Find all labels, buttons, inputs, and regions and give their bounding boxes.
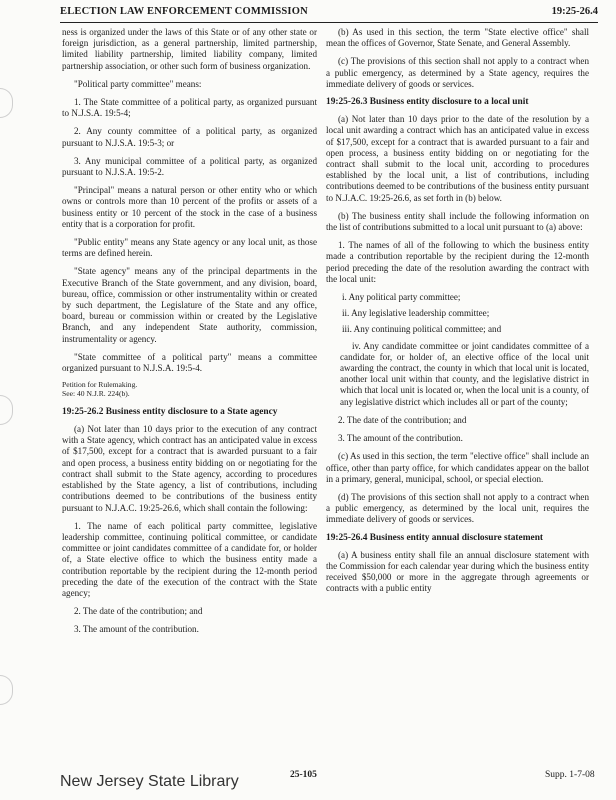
paragraph: (a) A business entity shall file an annual disclosure statement with the Commission for each calendar year during which the business entity received $50,000 or more in the aggregate through agreements or contracts with a public entity [326,549,589,594]
paragraph: (b) As used in this section, the term "State elective office" shall mean the offices of Governor, State Senate, and General Assembly. [326,27,589,49]
library-watermark: New Jersey State Library [60,773,239,790]
list-item: 3. Any municipal committee of a political party, as organized pursuant to N.J.S.A. 19:5-2. [62,155,317,178]
list-item: 1. The name of each political party committee, legislative leadership committee, continuing political committee, or candidate committee or joint candidates committee of a candidate for, or holder of, a State elective office to which the business entity made a contribution reportable by the recipient during the 12-month period preceding the date of the execution of the contract with the State agency; [62,520,317,598]
paragraph: (a) Not later than 10 days prior to the date of the resolution by a local unit awarding a contract which has an anticipated value in excess of $17,500, except for a contract that is awarded pursuant to a fair and open process, a business entity bidding on or negotiating for the contract shall submit to the local unit, according to procedures established by the local unit, a list of contributions, including contributions deemed to be contributions of the business entity pursuant to N.J.A.C. 19:25-26.6, as set forth in (b) below. [326,114,589,203]
see-note: See: 40 N.J.R. 224(b). [62,389,130,399]
paragraph: (a) Not later than 10 days prior to the execution of any contract with a State agency, which contract has an anticipated value in excess of $17,500, except for a contract that is awarded pursuant to a fair and open process, a business entity bidding on or negotiating for the contract shall submit to the State agency, according to procedures established by the State agency, a list of contributions, including contributions deemed to be contributions of the business entity pursuant to N.J.A.C. 19:25-26.6, which shall contain the following: [62,424,317,513]
definition: "State agency" means any of the principal departments in the Executive Branch of the State government, and any division, board, bureau, office, commission or other instrumentality within or created by such department, the Legislature of the State and any office, board, bureau or commission within or created by the Legislative Branch, and any independent State authority, commission, instrumentality or agency. [62,266,317,344]
section-heading: 19:25-26.4 Business entity annual disclosure statement [326,532,544,543]
section-heading: 19:25-26.2 Business entity disclosure to a State agency [62,406,278,417]
list-item: 3. The amount of the contribution. [338,433,463,444]
definition-intro: "Political party committee" means: [74,78,202,89]
definition: "State committee of a political party" means a committee organized pursuant to N.J.S.A. 19:5-4. [62,351,317,374]
sub-item: i. Any political party committee; [342,292,461,303]
punch-hole-mark [0,88,13,118]
left-column [62,27,317,643]
list-item: 2. Any county committee of a political party, as organized pursuant to N.J.S.A. 19:5-3; or [62,126,317,148]
source-note [62,381,317,399]
sub-item: iv. Any candidate committee or joint candidates committee of a candidate for, or holder of, an elective office of the local unit awarding the contract, the county in which that local unit is located, another local unit within that county, and the legislative district in which that local unit is located or, when the local unit is a county, of any legislative district which includes all or part of the county; [340,340,589,407]
petition-note: Petition for Rulemaking. [62,380,138,390]
punch-hole-mark [0,395,13,425]
list-item: 2. The date of the contribution; and [74,606,203,617]
punch-hole-mark [0,675,13,705]
paragraph: (d) The provisions of this section shall not apply to a contract when a public emergency, as determined by the local unit, requires the immediate delivery of goods or services. [326,491,589,525]
section-heading: 19:25-26.3 Business entity disclosure to a local unit [326,97,529,108]
header-title: ELECTION LAW ENFORCEMENT COMMISSION [60,6,308,17]
sub-item: iii. Any continuing political committee; and [342,324,502,335]
sub-item: ii. Any legislative leadership committee; [342,308,490,319]
paragraph: ness is organized under the laws of this State or of any other state or foreign jurisdiction, as a general partnership, limited partnership, limited liability partnership, limited liability company, limited partnership association, or other such form of business organization. [62,27,317,71]
list-item: 1. The names of all of the following to which the business entity made a contribution reportable by the recipient during the 12-month period preceding the date of the resolution awarding the contract with the local unit: [326,240,589,284]
definition: "Principal" means a natural person or other entity who or which owns or controls more than 10 percent of the profits or assets of a business entity or 10 percent of the stock in the case of a business entity that is a corporation for profit. [62,185,317,229]
page-number: 25-105 [290,770,317,780]
paragraph: (c) As used in this section, the term "elective office" shall include an office, other than party office, for which candidates appear on the ballot in a primary, general, municipal, school, or special election. [326,451,589,484]
supplement-date: Supp. 1-7-08 [545,770,595,780]
list-item: 3. The amount of the contribution. [74,624,199,635]
paragraph: (c) The provisions of this section shall not apply to a contract when a public emergency, as determined by a State agency, requires the immediate delivery of goods or services. [326,56,589,89]
list-item: 1. The State committee of a political party, as organized pursuant to N.J.S.A. 19:5-4; [62,97,317,119]
paragraph: (b) The business entity shall include the following information on the list of contributions submitted to a local unit pursuant to (a) above: [326,210,589,233]
right-column [326,27,589,602]
header-section: 19:25-26.4 [551,6,598,17]
list-item: 2. The date of the contribution; and [338,414,467,425]
definition: "Public entity" means any State agency or any local unit, as those terms are defined herein. [62,237,317,259]
header-rule [60,22,598,23]
